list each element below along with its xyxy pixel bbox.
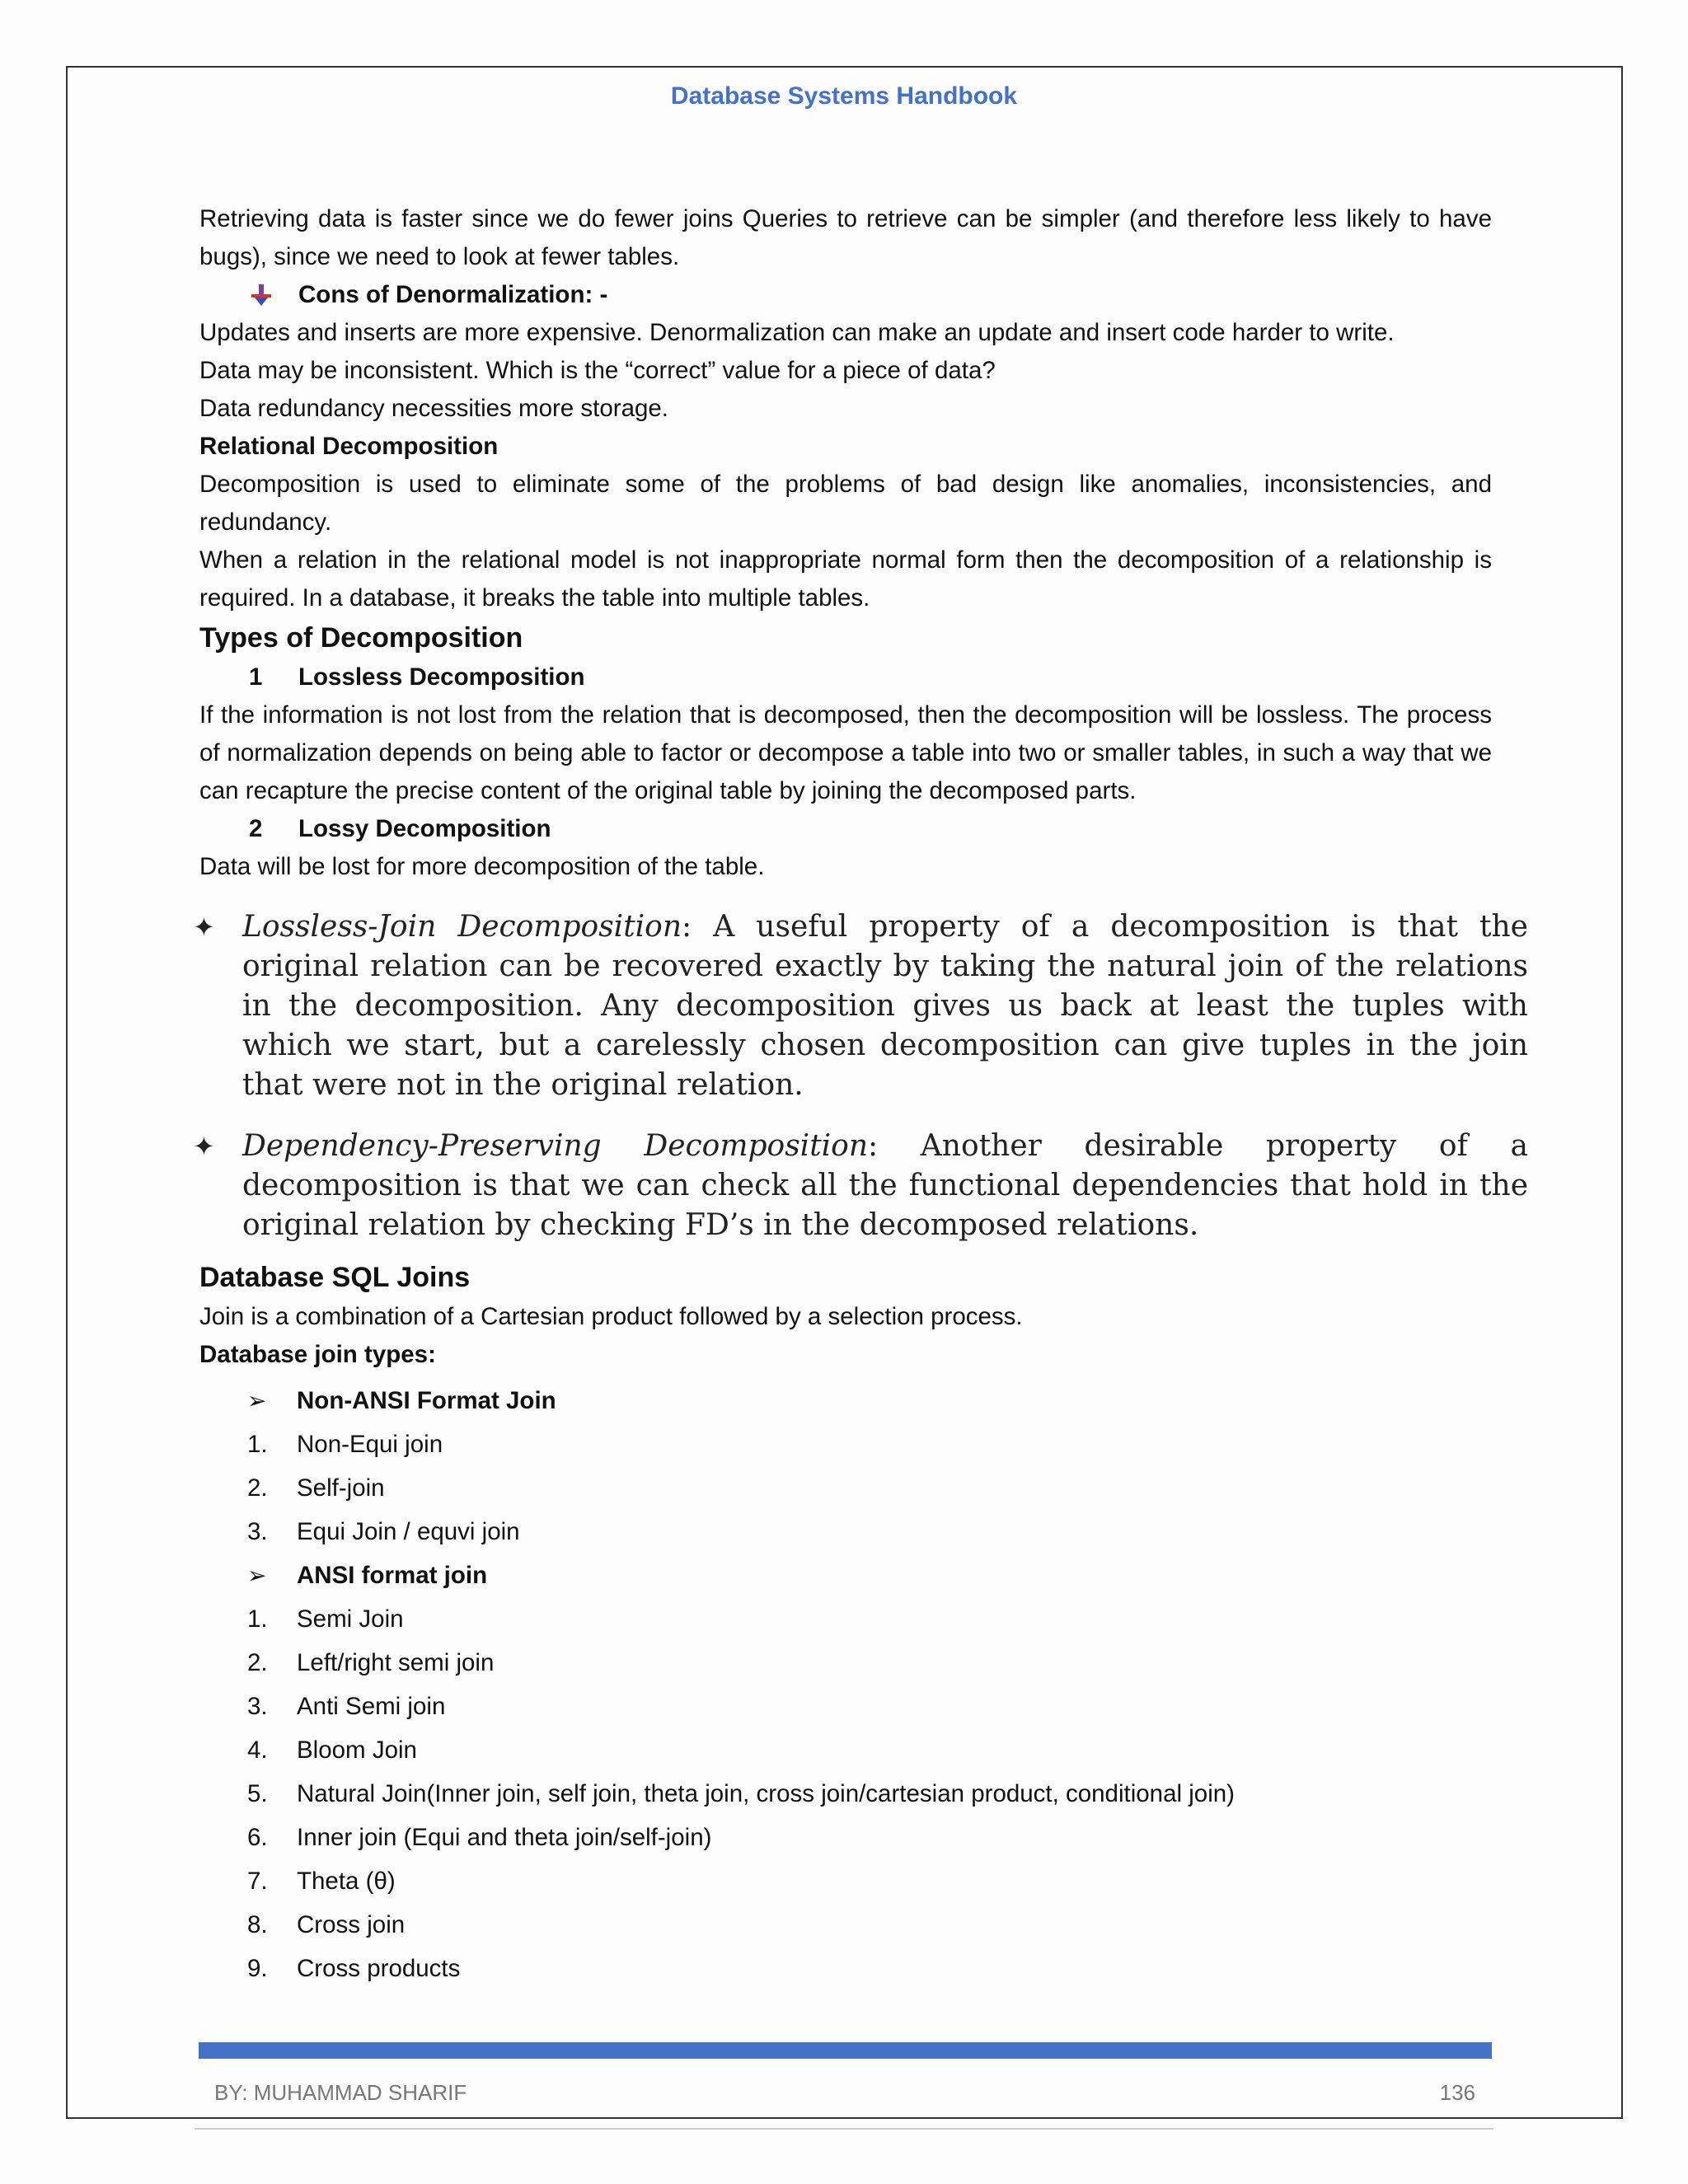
- dependency-preserving-text: : Another desirable property of a decomposition is that we can check all the functional dependencies that hold in the original relation by checking FD’s in the decomposed relations.: [242, 1129, 1529, 1242]
- list-item: 1. Semi Join: [247, 1605, 404, 1633]
- list-item: 2. Left/right semi join: [247, 1649, 495, 1676]
- cons-heading: Cons of Denormalization: -: [298, 281, 608, 308]
- join-types-heading: Database join types:: [199, 1341, 436, 1368]
- arrow-bullet-icon: ➢: [247, 1563, 267, 1588]
- lossless-text: If the information is not lost from the relation that is decomposed, then the decomposition will be lossless. The process of normalization depends on being able to factor or decompose a table into two or smaller tables, in such a way that we can recapture the precise content of the original table by joining the decomposed parts.: [199, 701, 1492, 804]
- list-item: 3. Equi Join / equvi join: [247, 1518, 520, 1545]
- list-item: 6. Inner join (Equi and theta join/self-join): [247, 1824, 712, 1851]
- lossy-text: Data will be lost for more decomposition of the table.: [199, 853, 765, 880]
- ansi-group-heading: [199, 1554, 1492, 1597]
- list-item: 3. Anti Semi join: [247, 1693, 446, 1720]
- lossless-label: Lossless Decomposition: [298, 663, 585, 691]
- relational-decomposition-p2: When a relation in the relational model is not inappropriate normal form then the decomposition of a relationship is required. In a database, it breaks the table into multiple tables.: [199, 546, 1492, 612]
- list-item: 4. Bloom Join: [247, 1736, 417, 1764]
- lossless-number: 1: [249, 663, 263, 691]
- intro-paragraph: Retrieving data is faster since we do fewer joins Queries to retrieve can be simpler (and therefore less likely to have bugs), since we need to look at fewer tables.: [199, 205, 1492, 270]
- relational-decomposition-p1: Decomposition is used to eliminate some of the problems of bad design like anomalies, inconsistencies, and redundancy.: [199, 471, 1492, 536]
- lossy-label: Lossy Decomposition: [298, 815, 551, 842]
- page-number: 136: [1439, 2080, 1475, 2105]
- sql-joins-heading: Database SQL Joins: [199, 1262, 471, 1293]
- list-item: 7. Theta (θ): [247, 1868, 396, 1895]
- types-of-decomposition-heading: Types of Decomposition: [199, 622, 523, 654]
- cons-line-3: Data redundancy necessities more storage.: [199, 395, 668, 422]
- page-header-title: Database Systems Handbook: [670, 82, 1018, 110]
- diamond-bullet-icon: ✦: [193, 912, 215, 943]
- lossy-heading: [199, 810, 1492, 848]
- cons-line-2: Data may be inconsistent. Which is the “correct” value for a piece of data?: [199, 357, 996, 384]
- non-ansi-group-heading: [199, 1379, 1492, 1422]
- sql-joins-intro: Join is a combination of a Cartesian product followed by a selection process.: [199, 1303, 1023, 1330]
- arrow-down-bullet-icon: [249, 283, 298, 307]
- bottom-divider: [195, 2128, 1493, 2130]
- lossless-heading: [199, 658, 1492, 696]
- cons-line-1: Updates and inserts are more expensive. Denormalization can make an update and insert code harder to write.: [199, 319, 1395, 346]
- lossless-join-text: : A useful property of a decomposition is that the original relation can be recovered exactly by taking the natural join of the relations in the decomposition. Any decomposition gives us back at least the tuples with which we start, but a carelessly chosen decomposition can give tuples in the join that were not in the original relation.: [242, 910, 1528, 1102]
- non-ansi-label: Non-ANSI Format Join: [297, 1387, 556, 1414]
- relational-decomposition-heading: Relational Decomposition: [199, 433, 499, 460]
- page-content: [193, 200, 1529, 1990]
- footer-author: BY: MUHAMMAD SHARIF: [214, 2080, 467, 2105]
- ansi-label: ANSI format join: [297, 1562, 488, 1589]
- list-item: 5. Natural Join(Inner join, self join, theta join, cross join/cartesian product, conditional join): [247, 1780, 1235, 1807]
- list-item: 9. Cross products: [247, 1955, 461, 1982]
- lossless-join-term: Lossless-Join Decomposition: [242, 910, 682, 944]
- footer-accent-bar: [199, 2042, 1492, 2059]
- lossy-number: 2: [249, 815, 263, 842]
- lossless-join-definition: [193, 907, 1528, 1105]
- dependency-preserving-term: Dependency-Preserving Decomposition: [242, 1129, 869, 1163]
- arrow-bullet-icon: ➢: [247, 1388, 267, 1413]
- join-types-list: [199, 1379, 1492, 1990]
- dependency-preserving-definition: [193, 1127, 1528, 1245]
- cons-heading-row: [199, 276, 1492, 314]
- diamond-bullet-icon: ✦: [193, 1131, 215, 1162]
- list-item: 8. Cross join: [247, 1911, 406, 1938]
- list-item: 2. Self-join: [247, 1474, 385, 1502]
- list-item: 1. Non-Equi join: [247, 1431, 443, 1458]
